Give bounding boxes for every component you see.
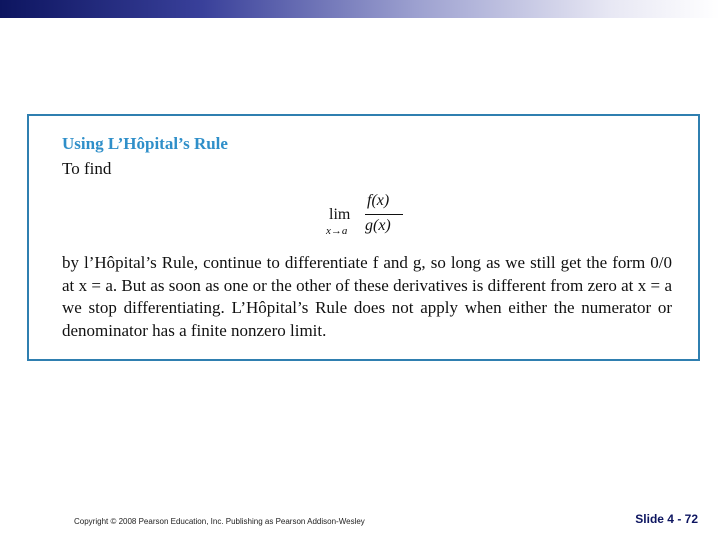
lim-word: lim xyxy=(329,206,351,223)
limit-formula xyxy=(325,192,415,242)
lim-subscript: x→a xyxy=(326,225,348,237)
top-gradient-bar xyxy=(0,0,720,18)
rule-box xyxy=(27,114,700,361)
slide-number: Slide 4 - 72 xyxy=(635,512,698,526)
rule-title: Using L’Hôpital’s Rule xyxy=(62,134,228,153)
fraction-denominator: g(x) xyxy=(365,217,391,234)
fraction-numerator: f(x) xyxy=(367,192,390,209)
copyright-footer: Copyright © 2008 Pearson Education, Inc. Publishing as Pearson Addison-Wesley xyxy=(74,517,365,526)
fraction-bar xyxy=(365,214,403,215)
rule-body: by l’Hôpital’s Rule, continue to differentiate f and g, so long as we still get the form 0/0 at x = a. But as soon as one or the other of these derivatives is different from zero at x = a we stop differentiating. L’Hôpital’s Rule does not apply when either the numerator or denominator has a finite nonzero limit. xyxy=(62,253,672,340)
rule-intro: To find xyxy=(62,159,112,178)
